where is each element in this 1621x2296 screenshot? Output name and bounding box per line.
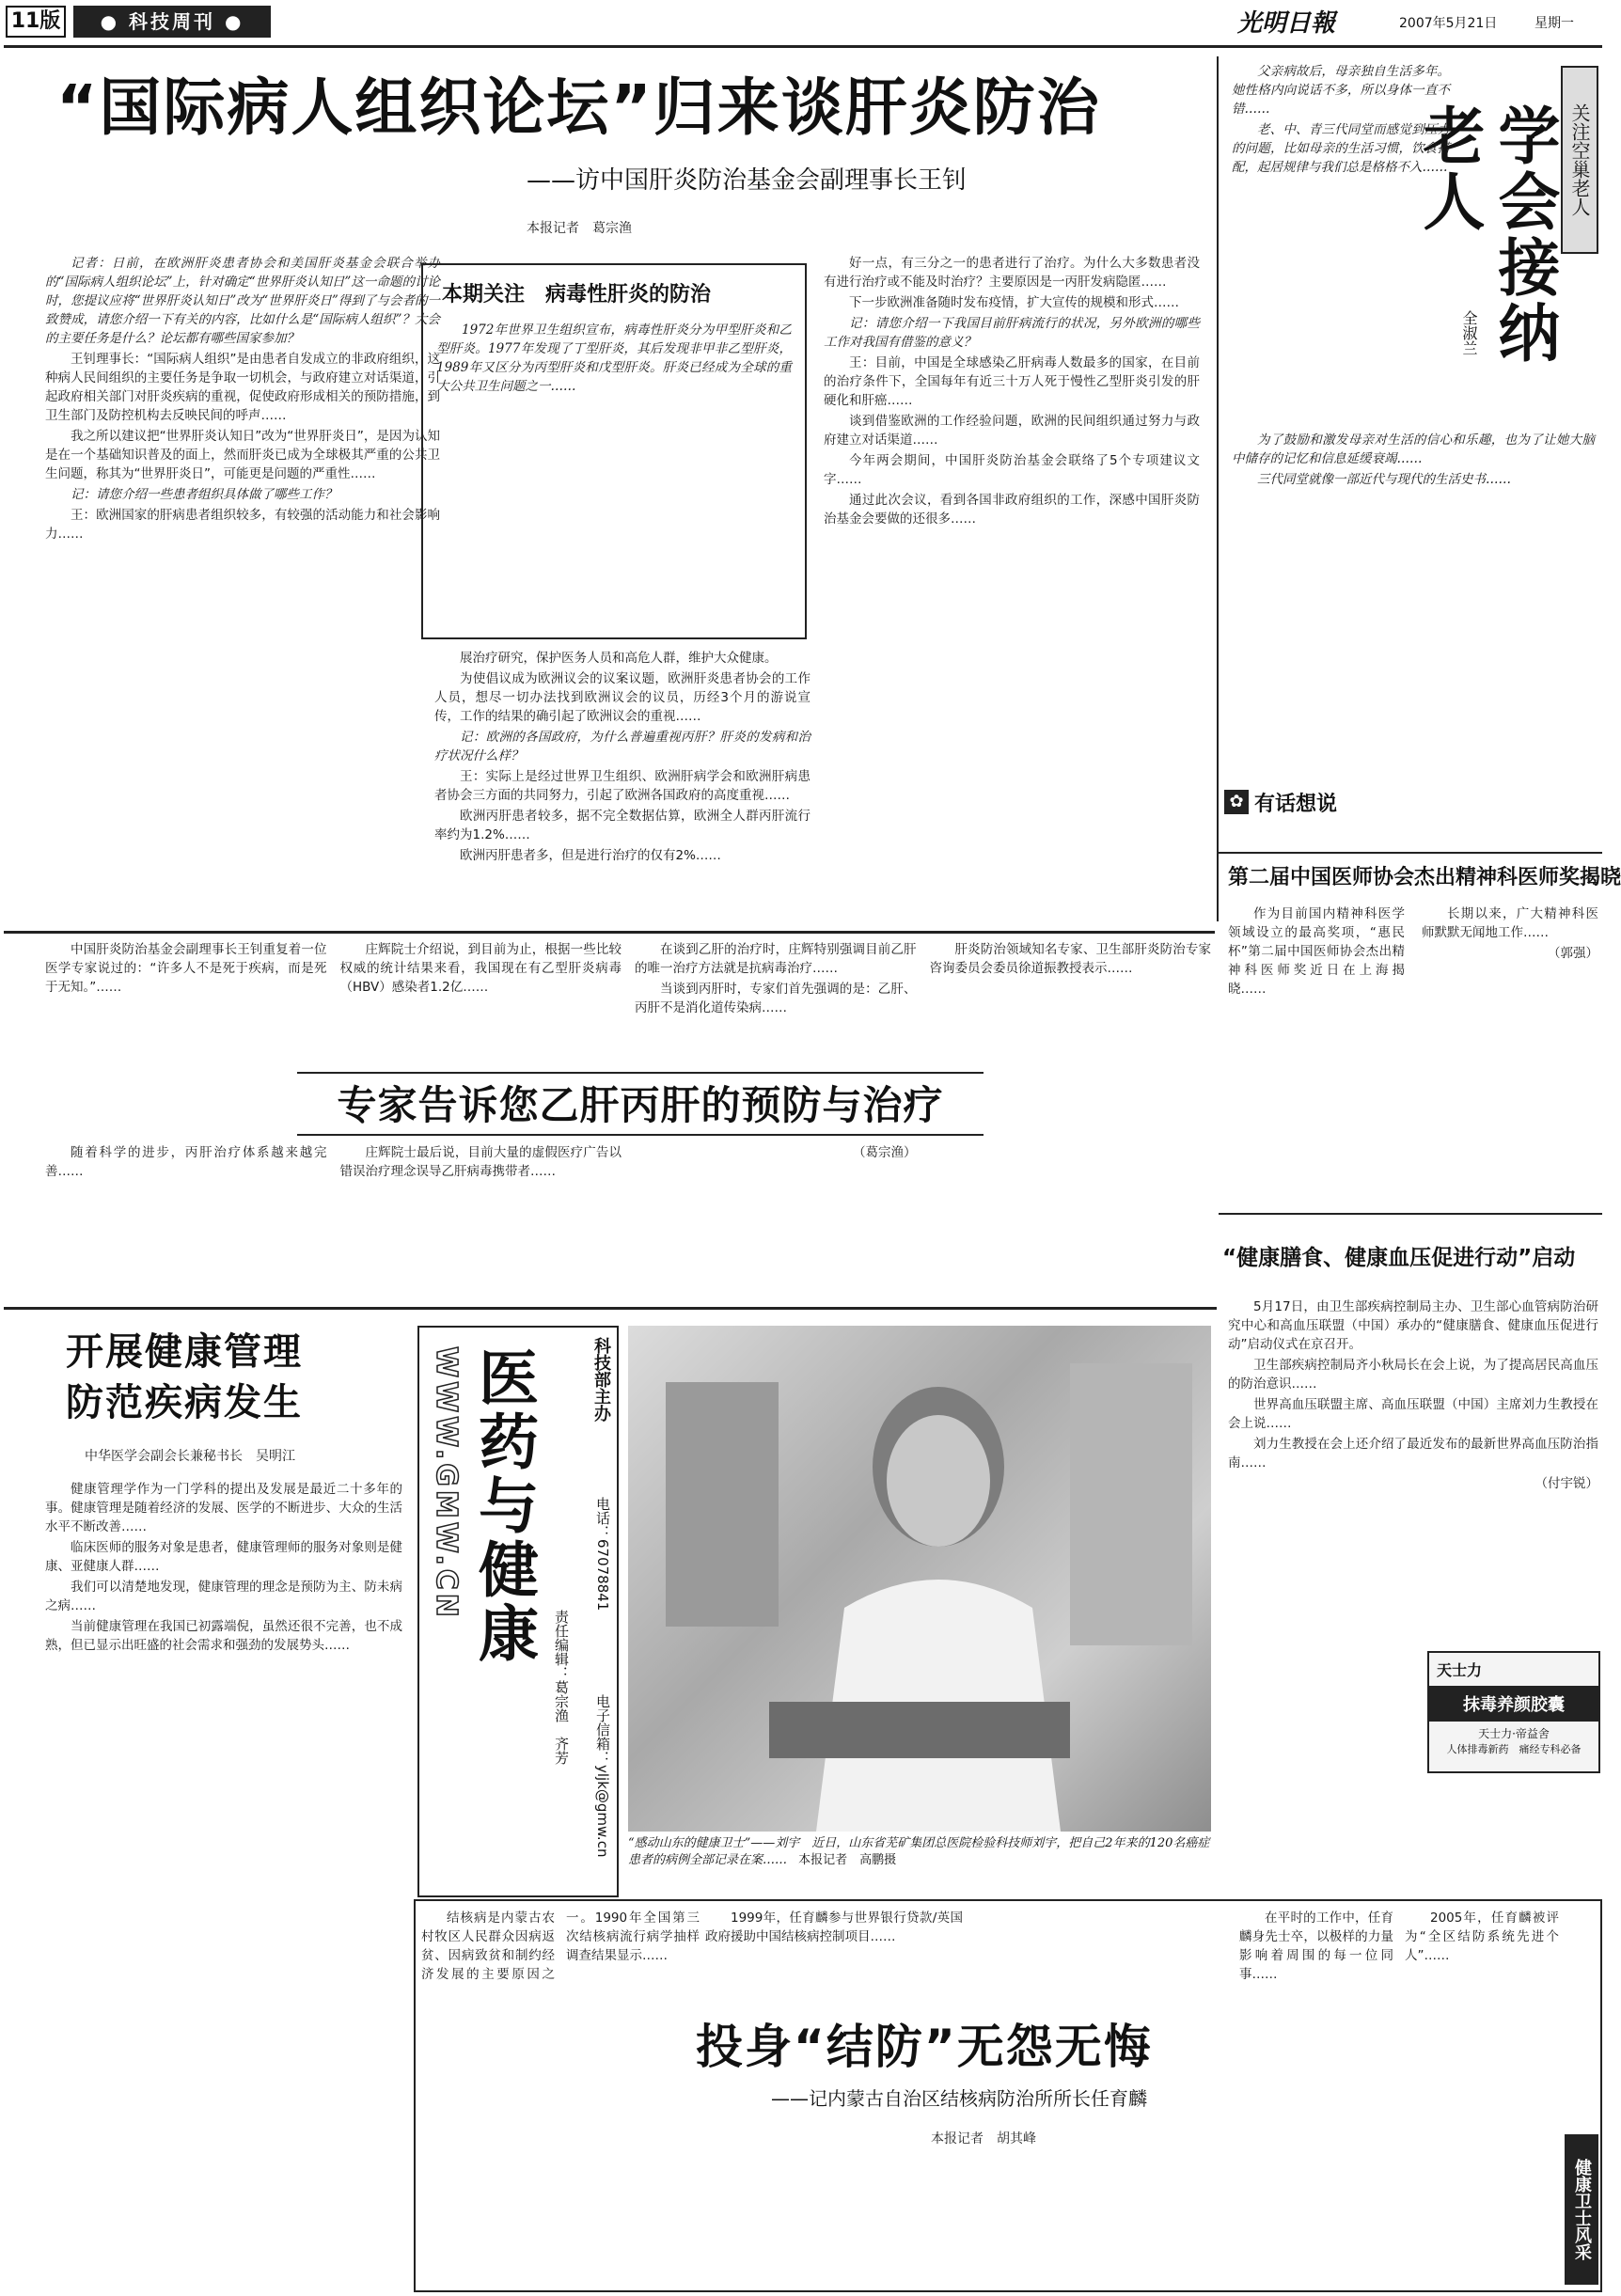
tb-body-left <box>421 1909 700 2285</box>
focus-box-title: 本期关注 病毒性肝炎的防治 <box>442 283 712 307</box>
lead-paragraph: 通过此次会议，看到各国非政府组织的工作，深感中国肝炎防治基金会要做的还很多…… <box>824 493 1200 527</box>
second-top-rule <box>4 931 1215 934</box>
health-headline-line2: 防范疾病发生 <box>66 1381 303 1424</box>
lead-subhead: ——访中国肝炎防治基金会副理事长王钊 <box>527 166 968 195</box>
lead-paragraph: 记者：日前，在欧洲肝炎患者协会和美国肝炎基金会联合举办的“国际病人组织论坛”上，针对确定“世界肝炎认知日”这一命题的讨论时，您提议应将“世界肝炎认知日”改为“世界肝炎日”得到了与会者的一致赞成，请您介绍一下有关的内容，比如什么是“国际病人组织”？大会的主要任务是什么？论坛都有哪些国家参加？ <box>45 256 440 346</box>
focus-box <box>421 263 807 639</box>
bp-credit: （付宇锐） <box>1534 1476 1598 1491</box>
issue-date: 2007年5月21日 <box>1399 16 1498 31</box>
ad-product: 抹毒养颜胶囊 <box>1429 1686 1598 1722</box>
lead-paragraph: 记：请您介绍一下我国目前肝病流行的状况，另外欧洲的哪些工作对我国有借鉴的意义？ <box>824 316 1200 350</box>
section-name: ● 科技周刊 ● <box>73 6 271 38</box>
health-paragraph: 当前健康管理在我国已初露端倪，虽然还很不完善，也不成熟，但已显示出旺盛的社会需求和强劲的发展势头…… <box>45 1619 402 1653</box>
banner-sponsor: 科技部主办 <box>591 1337 611 1422</box>
second-paragraph: 肝炎防治领域知名专家、卫生部肝炎防治专家咨询委员会委员徐道振教授表示…… <box>929 942 1211 976</box>
bp-top-rule <box>1219 1213 1602 1215</box>
tb-byline: 本报记者 胡其峰 <box>931 2131 1036 2147</box>
tb-body-mid-top <box>705 1909 1232 2006</box>
side-column-paragraph: 父亲病故后，母亲独自生活多年。她性格内向说话不多，所以身体一直不错…… <box>1232 64 1450 117</box>
photo-figure <box>628 1326 1211 1832</box>
health-byline: 中华医学会副会长兼秘书长 吴明江 <box>85 1449 295 1464</box>
lead-body-middle <box>434 649 810 931</box>
bp-paragraph: 5月17日，由卫生部疾病控制局主办、卫生部心血管病防治研究中心和高血压联盟（中国）承办的“健康膳食、健康血压促进行动”启动仪式在京召开。 <box>1228 1299 1598 1352</box>
focus-box-continuation: 展治疗研究，保护医务人员和高危人群，维护大众健康。 <box>460 651 778 666</box>
lead-paragraph: 欧洲丙肝患者多，但是进行治疗的仅有2%…… <box>460 848 721 863</box>
side-column-headline: 学会接纳老人 <box>1412 103 1560 367</box>
side-column-rule <box>1217 56 1219 921</box>
ad-line1: 天士力·帝益舍 <box>1478 1727 1550 1740</box>
side-column-paragraph: 为了鼓励和激发母亲对生活的信心和乐趣，也为了让她大脑中储存的记忆和信息延缓衰竭…… <box>1232 432 1595 466</box>
paper-name: 光明日報 <box>1237 9 1336 38</box>
flower-icon: ✿ <box>1224 790 1249 814</box>
side-column-tag: 关注空巢老人 <box>1561 66 1598 254</box>
award-paragraph: 作为目前国内精神科医学领域设立的最高奖项，“惠民杯”第二届中国医师协会杰出精神科医师奖近日在上海揭晓…… <box>1228 906 1405 997</box>
second-body-bottom <box>45 1143 1211 1297</box>
lead-paragraph: 王：实际上是经过世界卫生组织、欧洲肝病学会和欧洲肝病患者协会三方面的共同努力，引起了欧洲各国政府的高度重视…… <box>434 769 810 803</box>
issue-weekday: 星期一 <box>1534 16 1574 31</box>
side-column-body-top <box>1232 62 1450 419</box>
tb-paragraph: 在平时的工作中，任育麟身先士卒，以极样的力量影响着周围的每一位同事…… <box>1239 1911 1393 1982</box>
tb-paragraph: 1999年，任育麟参与世界银行贷款/英国政府援助中国结核病控制项目…… <box>705 1911 963 1944</box>
health-body <box>45 1480 402 2290</box>
lead-paragraph: 好一点，有三分之一的患者进行了治疗。为什么大多数患者没有进行治疗或不能及时治疗？主要原因是一丙肝发病隐匿…… <box>824 256 1200 290</box>
side-column-paragraph: 老、中、青三代同堂而感觉到压力的问题，比如母亲的生活习惯，饮食搭配，起居规律与我们总是格格不入…… <box>1232 122 1450 175</box>
photo-caption <box>628 1835 1211 1888</box>
photo-caption-text: “感动山东的健康卫士”——刘宇 近日，山东省芜矿集团总医院检验科技师刘宇，把自己2年来的120名癌症患者的病例全部记录在案…… <box>628 1836 1210 1867</box>
health-headline-line1: 开展健康管理 <box>66 1330 303 1374</box>
lead-paragraph: 欧洲丙肝患者较多，据不完全数据估算，欧洲全人群丙肝流行率约为1.2%…… <box>434 809 810 842</box>
side-column-body-bottom <box>1232 431 1595 788</box>
award-top-rule <box>1219 852 1602 854</box>
page-number: 11版 <box>6 6 66 38</box>
banner-url: WWW.GMW.CN <box>430 1346 463 1621</box>
photo-credit: 本报记者 高鹏摄 <box>798 1853 897 1867</box>
lead-paragraph: 记：欧洲的各国政府，为什么普遍重视丙肝？肝炎的发病和治疗状况什么样？ <box>434 730 810 763</box>
side-column-paragraph: 三代同堂就像一部近代与现代的生活史书…… <box>1257 472 1511 487</box>
bp-headline: “健康膳食、健康血压促进行动”启动 <box>1222 1246 1576 1270</box>
second-paragraph: 当谈到丙肝时，专家们首先强调的是：乙肝、丙肝不是消化道传染病…… <box>635 982 917 1015</box>
news-photo <box>628 1326 1211 1832</box>
award-body <box>1228 904 1598 1187</box>
health-paragraph: 我们可以清楚地发现，健康管理的理念是预防为主、防未病之病…… <box>45 1580 402 1613</box>
lead-body-right <box>824 254 1200 931</box>
banner-title: 医药与健康 <box>468 1346 538 1666</box>
opinion-label-text: 有话想说 <box>1254 792 1338 816</box>
lead-paragraph: 王：目前，中国是全球感染乙肝病毒人数最多的国家，在目前的治疗条件下，全国每年有近三十万人死于慢性乙型肝炎引发的肝硬化和肝癌…… <box>824 355 1200 408</box>
bp-paragraph: 世界高血压联盟主席、高血压联盟（中国）主席刘力生教授在会上说…… <box>1228 1397 1598 1431</box>
lead-paragraph: 谈到借鉴欧洲的工作经验问题，欧洲的民间组织通过努力与政府建立对话渠道…… <box>824 414 1200 448</box>
banner-email: 电子信箱：yljk@gmw.cn <box>594 1694 611 1858</box>
second-paragraph: 中国肝炎防治基金会副理事长王钊重复着一位医学专家说过的：“许多人不是死于疾病，而是死于无知。”…… <box>45 942 327 995</box>
second-body-top <box>45 940 1211 1062</box>
ad-box <box>1427 1651 1600 1773</box>
tb-tag: 健康卫士风采 <box>1565 2134 1598 2285</box>
bp-paragraph: 卫生部疾病控制局齐小秋局长在会上说，为了提高居民高血压的防治意识…… <box>1228 1358 1598 1392</box>
lead-paragraph: 王：欧洲国家的肝病患者组织较多，有较强的活动能力和社会影响力…… <box>45 508 440 542</box>
award-credit: （郭强） <box>1548 946 1598 961</box>
banner-editor: 责任编辑：葛宗渔 齐芳 <box>553 1610 570 1765</box>
lead-paragraph: 为使倡议成为欧洲议会的议案议题，欧洲肝炎患者协会的工作人员，想尽一切办法找到欧洲议会的议员，历经3个月的游说宣传，工作的结果的确引起了欧洲议会的重视…… <box>434 671 810 724</box>
second-credit: （葛宗渔） <box>853 1145 917 1160</box>
second-paragraph: 庄辉院士介绍说，到目前为止，根据一些比较权威的统计结果来看，我国现在有乙型肝炎病毒（HBV）感染者1.2亿…… <box>339 942 622 995</box>
focus-box-paragraph: 1972年世界卫生组织宣布，病毒性肝炎分为甲型肝炎和乙型肝炎。1977年发现了丁型肝炎，其后发现非甲非乙型肝炎，1989年又区分为丙型肝炎和戊型肝炎。肝炎已经成为全球的重大公共卫生问题之一…… <box>436 322 792 394</box>
lead-body-left <box>45 254 440 931</box>
health-top-rule <box>4 1307 1217 1310</box>
tb-headline: 投身“结防”无怨无悔 <box>696 2020 1153 2074</box>
lead-paragraph: 今年两会期间，中国肝炎防治基金会联络了5个专项建议文字…… <box>824 453 1200 487</box>
second-headline: 专家告诉您乙肝丙肝的预防与治疗 <box>297 1072 984 1136</box>
side-column-author: 全淑兰 <box>1460 310 1478 355</box>
bp-paragraph: 刘力生教授在会上还介绍了最近发布的最新世界高血压防治指南…… <box>1228 1437 1598 1470</box>
second-paragraph: 在谈到乙肝的治疗时，庄辉特别强调目前乙肝的唯一治疗方法就是抗病毒治疗…… <box>635 942 917 976</box>
lead-paragraph: 下一步欧洲准备随时发布疫情，扩大宣传的规模和形式…… <box>849 295 1179 310</box>
ad-line2: 人体排毒新药 痛经专科必备 <box>1446 1743 1582 1755</box>
tb-paragraph: 2005年，任育麟被评为“全区结防系统先进个人”…… <box>1405 1911 1559 1963</box>
opinion-label <box>1224 788 1365 816</box>
lead-paragraph: 我之所以建议把“世界肝炎认知日”改为“世界肝炎日”，是因为认知是在一个基础知识普及的面上，然而肝炎已成为全球极其严重的公共卫生问题，称其为“世界肝炎日”，可能更是问题的严重性…… <box>45 429 440 481</box>
focus-box-body <box>436 321 792 396</box>
column-banner <box>417 1326 619 1897</box>
health-paragraph: 健康管理学作为一门学科的提出及发展是最近二十多年的事。健康管理是随着经济的发展、医学的不断进步、大众的生活水平不断改善…… <box>45 1482 402 1534</box>
second-paragraph: 庄辉院士最后说，目前大量的虚假医疗广告以错误治疗理念误导乙肝病毒携带者…… <box>339 1145 622 1179</box>
second-paragraph: 随着科学的进步，丙肝治疗体系越来越完善…… <box>45 1145 327 1179</box>
award-headline: 第二届中国医师协会杰出精神科医师奖揭晓 <box>1228 866 1621 889</box>
lead-headline: “国际病人组织论坛”归来谈肝炎防治 <box>56 71 1101 144</box>
masthead-rule <box>4 45 1602 48</box>
award-paragraph: 长期以来，广大精神科医师默默无闻地工作…… <box>1422 906 1598 940</box>
banner-phone: 电话：67078841 <box>594 1497 611 1612</box>
tb-body-right <box>1239 1909 1559 2285</box>
tb-subhead: ——记内蒙古自治区结核病防治所所长任育麟 <box>771 2087 1147 2110</box>
health-paragraph: 临床医师的服务对象是患者，健康管理师的服务对象则是健康、亚健康人群…… <box>45 1540 402 1574</box>
lead-paragraph: 王钊理事长：“国际病人组织”是由患者自发成立的非政府组织，这种病人民间组织的主要任务是争取一切机会，与政府建立对话渠道，引起政府相关部门对肝炎疾病的重视，促使政府形成相关的预防措施，到卫生部门及防控机构去反映民间的呼声…… <box>45 352 440 423</box>
lead-paragraph: 记：请您介绍一些患者组织具体做了哪些工作？ <box>71 487 338 502</box>
ad-brand: 天士力 <box>1437 1661 1483 1679</box>
tb-paragraph: 结核病是内蒙古农村牧区人民群众因病返贫、因病致贫和制约经济发展的主要原因之一。1990年全国第三次结核病流行病学抽样调查结果显示…… <box>421 1911 700 1982</box>
lead-byline: 本报记者 葛宗渔 <box>527 221 632 236</box>
